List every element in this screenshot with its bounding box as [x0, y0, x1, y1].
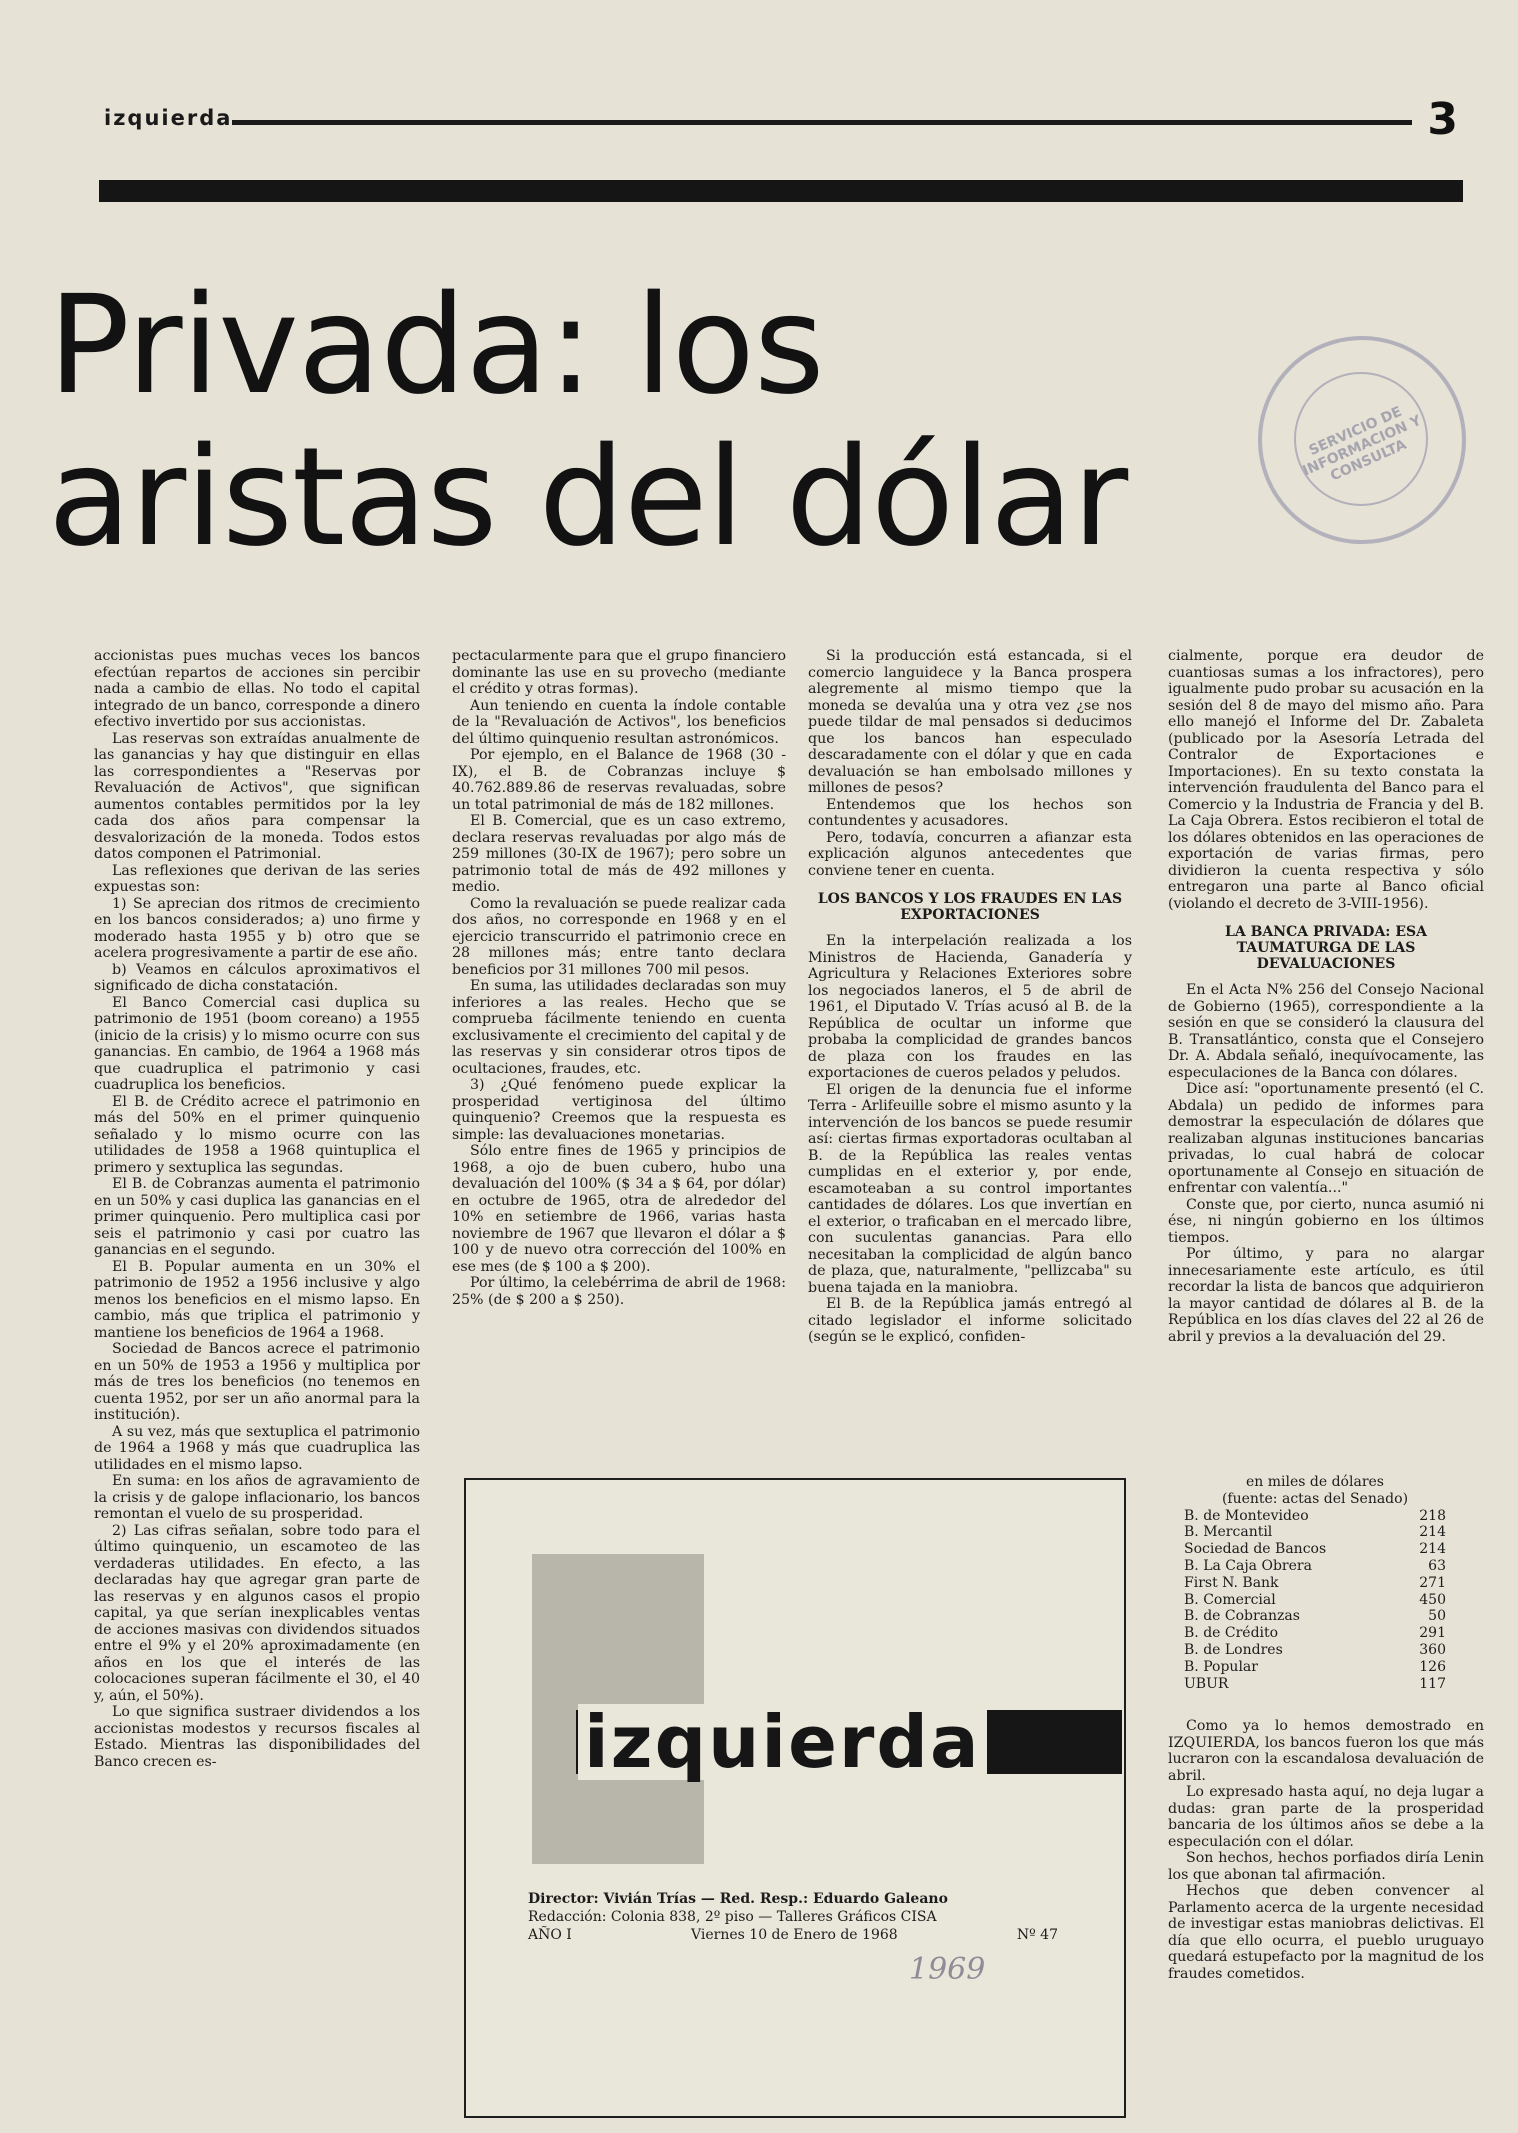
- table-row: [1184, 1524, 1446, 1541]
- paragraph: Las reflexiones que derivan de las series expuestas son:: [94, 862, 420, 895]
- masthead-box: [464, 1478, 1126, 2118]
- paragraph: Como la revaluación se puede realizar cada dos años, no corresponde en 1968 y en el ejercicio transcurrido el patrimonio crece en 28 millones más; entre tanto declara beneficios por 31 millones 700 mil pesos.: [452, 895, 786, 978]
- paragraph: 2) Las cifras señalan, sobre todo para el último quinquenio, un escamoteo de las verdaderas utilidades. En efecto, a las declaradas hay que agregar gran parte de las reservas y en algunos casos el propio capital, ya que serían inexplicables ventas de acciones masivas con dividendos situados entre el 9% y el 20% aproximadamente (en años en los que el interés de las colocaciones superan fácilmente el 30, el 40 y, aún, el 50%).: [94, 1522, 420, 1704]
- year-volume: AÑO I: [528, 1927, 572, 1943]
- credits-line-3: [528, 1926, 1058, 1944]
- paragraph: Como ya lo hemos demostrado en IZQUIERDA, los bancos fueron los que más lucraron con la escandalosa devaluación de abril.: [1168, 1718, 1484, 1784]
- article-column-4: [1168, 648, 1484, 1345]
- headline: [48, 267, 1208, 577]
- table-row: [1184, 1508, 1446, 1525]
- dollar-amount: 126: [1419, 1658, 1446, 1675]
- table-row: [1184, 1575, 1446, 1592]
- paragraph: Sólo entre fines de 1965 y principios de 1968, a ojo de buen cubero, hubo una devaluación del 100% ($ 34 a $ 64, por dólar) en octubre de 1965, otra de alrededor del 10% en setiembre de 1966, varias hasta noviembre de 1967 que llevaron el dólar a $ 100 y de nuevo otra corrección del 100% en ese mes (de $ 100 a $ 200).: [452, 1143, 786, 1275]
- issue-number: Nº 47: [1016, 1927, 1058, 1943]
- paragraph: En el Acta N% 256 del Consejo Nacional de Gobierno (1965), correspondiente a la sesión en que se consideró la clausura del B. Transatlántico, consta que el Consejero Dr. A. Abdala señaló, inequívocamente, las especulaciones de la Banca con dólares.: [1168, 982, 1484, 1081]
- masthead-credits: [528, 1890, 1098, 1944]
- paragraph: pectacularmente para que el grupo financiero dominante las use en su provecho (mediante el crédito y otras formas).: [452, 648, 786, 697]
- bank-name: B. de Montevideo: [1184, 1507, 1309, 1524]
- paragraph: En la interpelación realizada a los Ministros de Hacienda, Ganadería y Agricultura y Relaciones Exteriores sobre los negociados laneros, el 5 de abril de 1961, el Diputado V. Trías acusó al B. de la República de ocultar un informe que probaba la complicidad de grandes bancos de plaza con los fraudes en las exportaciones de cueros pelados y peludos.: [808, 933, 1132, 1081]
- paragraph: Lo que significa sustraer dividendos a los accionistas modestos y recursos fiscales al Estado. Mientras las disponibilidades del Banco crecen es-: [94, 1704, 420, 1770]
- paragraph: Hechos que deben convencer al Parlamento acerca de la urgente necesidad de investigar estas maniobras delictivas. El día que ello ocurra, el pueblo uruguayo quedará estupefacto por la magnitud de los fraudes cometidos.: [1168, 1883, 1484, 1982]
- paragraph: Lo expresado hasta aquí, no deja lugar a dudas: gran parte de la prosperidad bancaria de los últimos años se debe a la especulación con el dólar.: [1168, 1784, 1484, 1850]
- stamp-text: SERVICIO DE INFORMACION Y CONSULTA: [1300, 403, 1424, 485]
- paragraph: Entendemos que los hechos son contundentes y acusadores.: [808, 796, 1132, 829]
- paragraph: Por último, la celebérrima de abril de 1968: 25% (de $ 200 a $ 250).: [452, 1275, 786, 1308]
- paragraph: El B. Popular aumenta en un 30% el patrimonio de 1952 a 1956 inclusive y algo menos los beneficios en el mismo lapso. En cambio, más que triplica el patrimonio y mantiene los beneficios de 1964 a 1968.: [94, 1258, 420, 1341]
- bank-name: First N. Bank: [1184, 1574, 1279, 1591]
- table-row: [1184, 1676, 1446, 1693]
- paragraph: El B. de Crédito acrece el patrimonio en más del 50% en el primer quinquenio señalado y lo mismo ocurre con las utilidades de 1958 a 1968 quintuplica el primero y sextuplica las segundas.: [94, 1093, 420, 1176]
- handwritten-annotation: 1969: [909, 1952, 986, 1987]
- paragraph: El B. de la República jamás entregó al citado legislador el informe solicitado (según se le explicó, confiden-: [808, 1296, 1132, 1345]
- table-header: en miles de dólares: [1246, 1474, 1384, 1490]
- paragraph: El origen de la denuncia fue el informe Terra - Arlifeuille sobre el mismo asunto y la intervención de los bancos se puede resumir así: ciertas firmas exportadoras ocultaban al B. de la República las reales ventas cumplidas en el exterior y, por ende, escamoteaban a su control importantes cantidades de dólares. Los que invertían en el exterior, o traficaban en el mercado libre, con suculentas ganancias. Para ello necesitaban la complicidad de algún banco de plaza, que, naturalmente, "pellizcaba" su buena tajada en la maniobra.: [808, 1081, 1132, 1296]
- dollar-amount: 50: [1428, 1608, 1446, 1625]
- dollar-amount: 218: [1419, 1507, 1446, 1524]
- issue-date: Viernes 10 de Enero de 1968: [691, 1927, 898, 1943]
- paragraph: Conste que, por cierto, nunca asumió ni ése, ni ningún gobierno en los últimos tiempos.: [1168, 1196, 1484, 1246]
- table-row: [1184, 1592, 1446, 1609]
- black-banner-bar: [99, 180, 1463, 202]
- bank-name: Sociedad de Bancos: [1184, 1541, 1327, 1558]
- paragraph: 1) Se aprecian dos ritmos de crecimiento en los bancos considerados; a) uno firme y moderado hasta 1955 y b) otro que se acelera progresivamente a partir de ese año.: [94, 895, 420, 961]
- bank-name: B. de Londres: [1184, 1641, 1283, 1658]
- header-rule: [232, 120, 1412, 125]
- paragraph: En suma, las utilidades declaradas son muy inferiores a las reales. Hecho que se comprueba fácilmente teniendo en cuenta exclusivamente el crecimiento del capital y de las reservas y sin considerar otros tipos de ocultaciones, fraudes, etc.: [452, 978, 786, 1077]
- dollar-amount: 117: [1419, 1675, 1446, 1692]
- table-row: [1184, 1558, 1446, 1575]
- paragraph: Las reservas son extraídas anualmente de las ganancias y hay que distinguir en ellas las correspondientes a "Reservas por Revaluación de Activos", que significan aumentos contables permitidos por la ley cada dos años para compensar la desvalorización de la moneda. Todos estos datos componen el Patrimonial.: [94, 730, 420, 862]
- paragraph: El B. Comercial, que es un caso extremo, declara reservas revaluadas por algo más de 259 millones (30-IX de 1967); pero sobre un patrimonio total de más de 492 millones y medio.: [452, 813, 786, 895]
- table-row: [1184, 1642, 1446, 1659]
- paragraph: Por último, y para no alargar innecesariamente este artículo, es útil recordar la lista de bancos que adquirieron la mayor cantidad de dólares al B. de la República en los días claves del 22 al 26 de abril y previos a la devaluación del 29.: [1168, 1246, 1484, 1345]
- paragraph: cialmente, porque era deudor de cuantiosas sumas a los infractores), pero igualmente pudo probar su acusación en la sesión del 8 de mayo del mismo año. Para ello manejó el Informe del Dr. Zabaleta (publicado por la Asesoría Letrada del Contralor de Exportaciones e Importaciones). En su texto constata la intervención fraudulenta del Banco para el Comercio y la Industria de Francia y del B. La Caja Obrera. Estos recibieron el total de los dólares obtenidos en las operaciones de exportación de varias firmas, pero dividieron la cuenta respectiva y sólo entregaron una parte al Banco oficial (violando el decreto de 3-VIII-1956).: [1168, 648, 1484, 912]
- publication-name: izquierda: [104, 106, 233, 130]
- bank-name: B. Popular: [1184, 1658, 1258, 1675]
- paragraph: El B. de Cobranzas aumenta el patrimonio en un 50% y casi duplica las ganancias en el primer quinquenio. Pero multiplica casi por seis el patrimonio y casi por cuatro las ganancias en el segundo.: [94, 1176, 420, 1258]
- paragraph: El Banco Comercial casi duplica su patrimonio de 1951 (boom coreano) a 1955 (inicio de la crisis) y lo mismo ocurre con sus ganancias. En cambio, de 1964 a 1968 más que cuadruplica el patrimonio y casi cuadruplica los beneficios.: [94, 994, 420, 1093]
- dollar-amount: 63: [1428, 1557, 1446, 1574]
- headline-line-2: aristas del dólar: [48, 419, 1128, 577]
- logo-strip: [466, 1700, 1122, 1784]
- credits-line-1: Director: Vivián Trías — Red. Resp.: Eduardo Galeano: [528, 1891, 948, 1907]
- headline-line-1: Privada: los: [48, 267, 824, 425]
- izquierda-logo: izquierda: [578, 1704, 987, 1780]
- dollar-amount: 360: [1419, 1641, 1446, 1658]
- paragraph: A su vez, más que sextuplica el patrimonio de 1964 a 1968 y más que cuadruplica las utilidades en el mismo lapso.: [94, 1423, 420, 1473]
- paragraph: Dice así: "oportunamente presentó (el C. Abdala) un pedido de informes para demostrar la especulación de dólares que realizaban algunas instituciones bancarias privadas, lo cual habrá de colocar oportunamente al Consejo en situación de enfrentar con valentía...": [1168, 1081, 1484, 1196]
- paragraph: Pero, todavía, concurren a afianzar esta explicación algunos antecedentes que conviene tener en cuenta.: [808, 829, 1132, 879]
- dollar-amount: 271: [1419, 1574, 1446, 1591]
- paragraph: Son hechos, hechos porfiados diría Lenin los que abonan tal afirmación.: [1168, 1850, 1484, 1883]
- paragraph: Por ejemplo, en el Balance de 1968 (30 - IX), el B. de Cobranzas incluye $ 40.762.889.86 de reservas revaluadas, sobre un total patrimonial de más de 182 millones.: [452, 747, 786, 813]
- page-number: 3: [1427, 94, 1458, 145]
- paragraph: Aun teniendo en cuenta la índole contable de la "Revaluación de Activos", los beneficios del último quinquenio resultan astronómicos.: [452, 697, 786, 747]
- credits-line-2: Redacción: Colonia 838, 2º piso — Talleres Gráficos CISA: [528, 1909, 937, 1925]
- bank-name: B. de Cobranzas: [1184, 1608, 1300, 1625]
- table-row: [1184, 1608, 1446, 1625]
- dollar-amount: 214: [1419, 1541, 1446, 1558]
- library-stamp: [1258, 336, 1466, 544]
- bank-name: B. de Crédito: [1184, 1625, 1279, 1642]
- article-column-1: [94, 648, 420, 1770]
- bank-name: UBUR: [1184, 1675, 1229, 1692]
- page-header: [104, 94, 1464, 145]
- paragraph: Sociedad de Bancos acrece el patrimonio en un 50% de 1953 a 1956 y multiplica por más de tres los beneficios (no tenemos en cuenta 1952, por ser un año anormal para la institución).: [94, 1341, 420, 1423]
- paragraph: En suma: en los años de agravamiento de la crisis y de galope inflacionario, los bancos remontan el vuelo de su prosperidad.: [94, 1473, 420, 1522]
- article-column-4-continued: [1168, 1718, 1484, 1982]
- paragraph: 3) ¿Qué fenómeno puede explicar la prosperidad vertiginosa del último quinquenio? Creemos que la respuesta es simple: las devaluaciones monetarias.: [452, 1077, 786, 1143]
- bank-name: B. Mercantil: [1184, 1524, 1273, 1541]
- dollar-purchases-table: [1184, 1474, 1446, 1692]
- paragraph: accionistas pues muchas veces los bancos efectúan repartos de acciones sin percibir nada a cambio de ellas. No todo el capital integrado de un banco, corresponde a dinero efectivo invertido por sus accionistas.: [94, 648, 420, 730]
- paragraph: Si la producción está estancada, si el comercio languidece y la Banca prospera alegremente al mismo tiempo que la moneda se devalúa una y otra vez ¿se nos puede tildar de mal pensados si deducimos que los bancos han especulado descaradamente con el dólar y que en cada devaluación se han embolsado millones y millones de pesos?: [808, 648, 1132, 796]
- section-heading: LOS BANCOS Y LOS FRAUDES EN LAS EXPORTACIONES: [817, 891, 1123, 923]
- paragraph: b) Veamos en cálculos aproximativos el significado de dicha constatación.: [94, 961, 420, 994]
- dollar-amount: 214: [1419, 1524, 1446, 1541]
- dollar-amount: 450: [1419, 1591, 1446, 1608]
- article-column-2: [452, 648, 786, 1308]
- table-row: [1184, 1625, 1446, 1642]
- bank-name: B. Comercial: [1184, 1591, 1276, 1608]
- section-heading: LA BANCA PRIVADA: ESA TAUMATURGA DE LAS DEVALUACIONES: [1225, 924, 1427, 972]
- bank-name: B. La Caja Obrera: [1184, 1557, 1312, 1574]
- table-row: [1184, 1541, 1446, 1558]
- table-row: [1184, 1659, 1446, 1676]
- table-source: (fuente: actas del Senado): [1221, 1490, 1409, 1507]
- dollar-amount: 291: [1419, 1625, 1446, 1642]
- article-column-3: [808, 648, 1132, 1346]
